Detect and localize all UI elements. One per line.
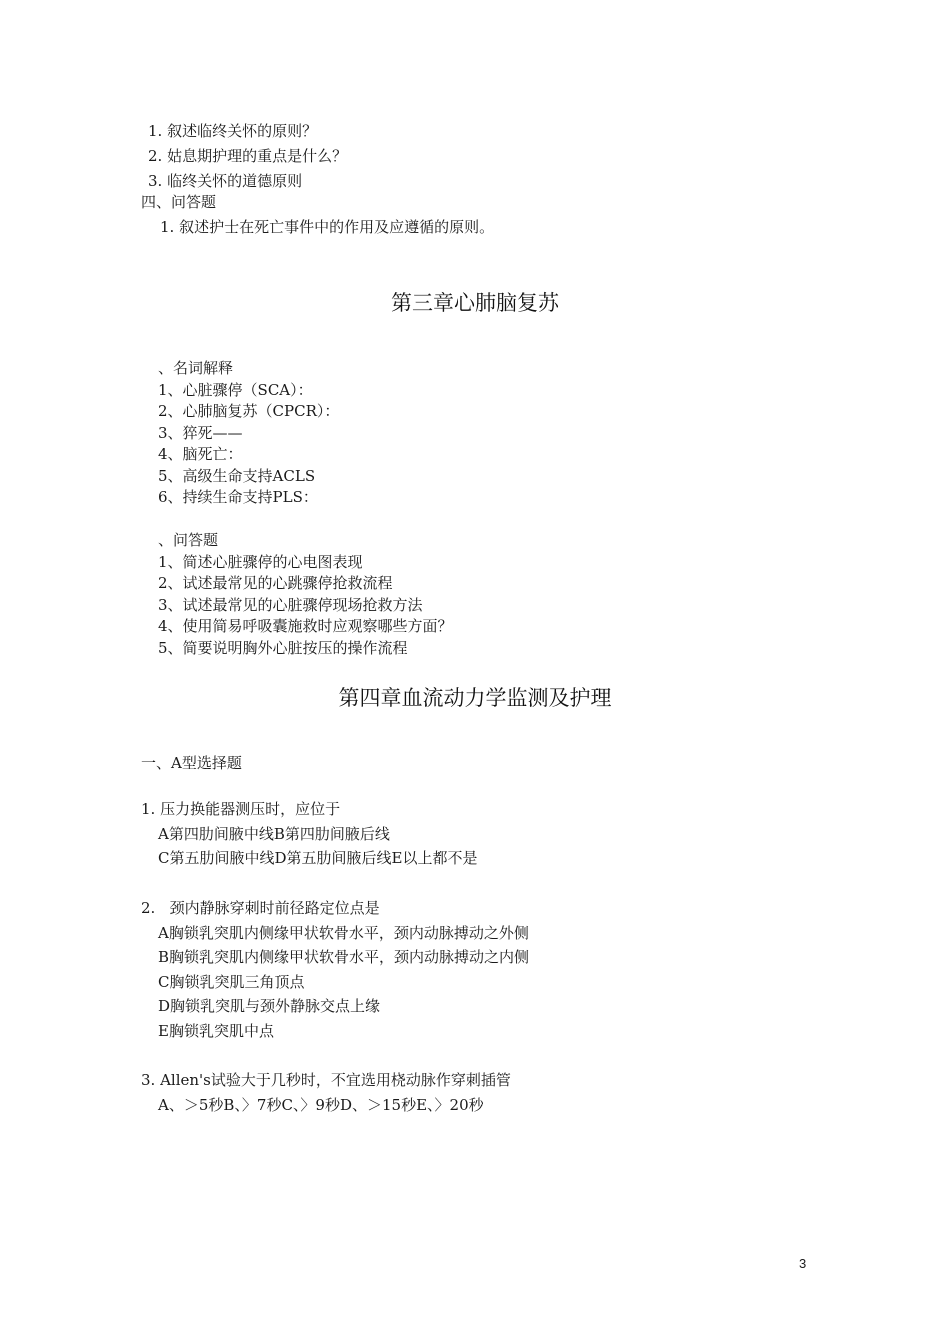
question-option: C第五肋间腋中线D第五肋间腋后线E以上都不是: [158, 849, 478, 867]
list-item: 1、心脏骤停（SCA）：: [158, 381, 313, 399]
page-number: 3: [799, 1256, 807, 1271]
question-option: B胸锁乳突肌内侧缘甲状软骨水平，颈内动脉搏动之内侧: [158, 948, 530, 966]
question-option: A、＞5秒B、〉7秒C、〉9秒D、＞15秒E、〉20秒: [158, 1096, 484, 1114]
section-heading: 、问答题: [158, 531, 219, 549]
question-option: A胸锁乳突肌内侧缘甲状软骨水平，颈内动脉搏动之外侧: [158, 924, 529, 942]
question-option: D胸锁乳突肌与颈外静脉交点上缘: [158, 997, 381, 1015]
list-item: 2、心肺脑复苏（CPCR）：: [158, 402, 340, 420]
list-item: 4、脑死亡：: [158, 445, 243, 463]
list-item: 1. 叙述临终关怀的原则？: [148, 122, 318, 140]
question-stem: 1. 压力换能器测压时，应位于: [141, 800, 341, 818]
list-item: 2. 姑息期护理的重点是什么？: [148, 147, 348, 165]
list-item: 3. 临终关怀的道德原则: [148, 172, 303, 190]
list-item: 2、试述最常见的心跳骤停抢救流程: [158, 574, 393, 592]
chapter-title: 第三章心肺脑复苏: [391, 291, 559, 315]
list-item: 3、试述最常见的心脏骤停现场抢救方法: [158, 596, 423, 614]
question-stem: 3. Allen's试验大于几秒时，不宜选用桡动脉作穿刺插管: [141, 1071, 511, 1089]
section-heading: 四、问答题: [141, 193, 217, 211]
question-option: C胸锁乳突肌三角顶点: [158, 973, 305, 991]
section-heading: 一、A型选择题: [141, 754, 242, 772]
question-stem: 2. 颈内静脉穿刺时前径路定位点是: [141, 899, 380, 917]
list-item: 3、猝死——: [158, 424, 243, 442]
chapter-title: 第四章血流动力学监测及护理: [338, 686, 612, 710]
list-item: 1、简述心脏骤停的心电图表现: [158, 553, 363, 571]
question-option: E胸锁乳突肌中点: [158, 1022, 274, 1040]
list-item: 4、使用简易呼吸囊施救时应观察哪些方面？: [158, 617, 453, 635]
list-item: 5、高级生命支持ACLS: [158, 467, 316, 485]
list-item: 5、简要说明胸外心脏按压的操作流程: [158, 639, 408, 657]
section-heading: 、名词解释: [158, 359, 234, 377]
list-item: 6、持续生命支持PLS：: [158, 488, 318, 506]
question-option: A第四肋间腋中线B第四肋间腋后线: [158, 825, 390, 843]
list-item: 1. 叙述护士在死亡事件中的作用及应遵循的原则。: [160, 218, 495, 236]
